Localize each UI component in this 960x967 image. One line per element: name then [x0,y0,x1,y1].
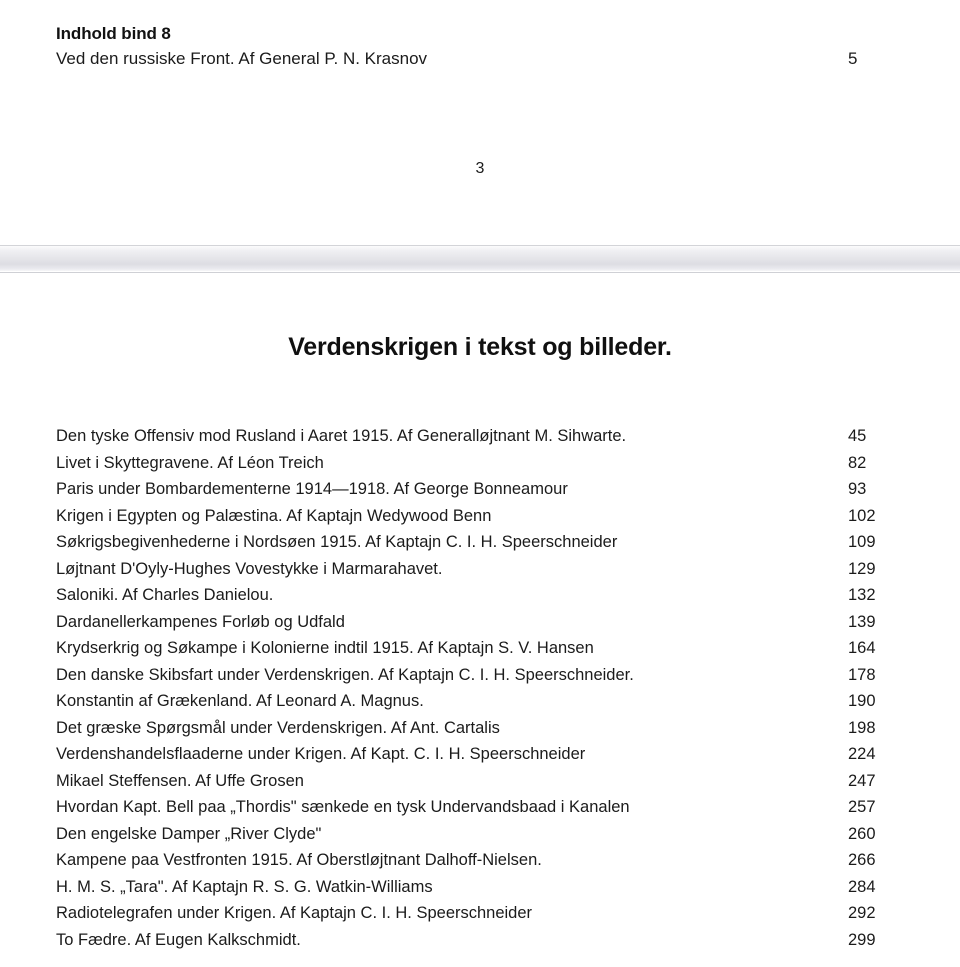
page-fragment-main [0,273,960,967]
toc-entry-title: Den danske Skibsfart under Verdenskrigen. Af Kaptajn C. I. H. Speerschneider. [56,665,634,684]
toc-entry-title: Den tyske Offensiv mod Rusland i Aaret 1915. Af Generalløjtnant M. Sihwarte. [56,427,627,445]
separator-gradient-band [0,246,960,271]
toc-entry-page-number: 266 [848,851,876,869]
toc-entry-page-number: 102 [848,506,876,525]
toc-entry-page-number: 164 [848,639,876,657]
toc-entry-row [56,874,926,901]
toc-entry-page-number: 93 [848,480,867,498]
toc-entry-row [56,794,926,821]
toc-entry-title: Det græske Spørgsmål under Verdenskrigen. Af Ant. Cartalis [56,718,500,737]
toc-entry-page-number: 190 [848,692,876,710]
toc-entry-title: Dardanellerkampenes Forløb og Udfald [56,612,345,631]
table-of-contents-list [56,423,926,953]
toc-entry-page-number: 139 [848,612,876,631]
toc-entry-row [56,715,926,742]
toc-entry-page-number: 129 [848,559,876,578]
toc-entry-page-number: 109 [848,533,876,551]
toc-entry-page-number: 292 [848,904,876,922]
toc-entry-row [56,688,926,715]
page-folio-number: 3 [475,160,485,177]
toc-entry-page-number: 132 [848,586,876,604]
toc-entry-row [56,529,926,556]
toc-entry-page-number: 178 [848,665,876,684]
toc-entry-row [56,503,926,530]
toc-entry-row [56,609,926,636]
toc-entry-page-number: 198 [848,718,876,737]
toc-entry-page-number: 299 [848,930,876,949]
toc-entry-title: Konstantin af Grækenland. Af Leonard A. Magnus. [56,692,424,710]
toc-entry-page-number: 247 [848,771,876,790]
section-heading: Verdenskrigen i tekst og billeder. [288,333,672,361]
toc-entry-page-number: 284 [848,877,876,896]
toc-entry-title: Kampene paa Vestfronten 1915. Af Oberstløjtnant Dalhoff-Nielsen. [56,851,542,869]
contents-entry-row [56,46,916,72]
toc-entry-page-number: 82 [848,453,867,472]
toc-entry-title: Livet i Skyttegravene. Af Léon Treich [56,453,324,472]
toc-entry-title: Den engelske Damper „River Clyde" [56,824,322,843]
toc-entry-row [56,847,926,874]
contents-header-block [56,21,916,72]
toc-entry-title: H. M. S. „Tara". Af Kaptajn R. S. G. Watkin-Williams [56,877,433,896]
toc-entry-page-number: 260 [848,824,876,843]
toc-entry-title: Paris under Bombardementerne 1914—1918. Af George Bonneamour [56,480,568,498]
contents-entry-page-number: 5 [848,49,858,68]
contents-heading: Indhold bind 8 [56,24,171,43]
toc-entry-title: Krydserkrig og Søkampe i Kolonierne indtil 1915. Af Kaptajn S. V. Hansen [56,639,594,657]
toc-entry-page-number: 45 [848,427,867,445]
toc-entry-row [56,582,926,609]
toc-entry-title: Radiotelegrafen under Krigen. Af Kaptajn C. I. H. Speerschneider [56,904,533,922]
page-fragment-top [0,0,960,245]
page-break-separator [0,245,960,273]
toc-entry-row [56,476,926,503]
toc-entry-row [56,821,926,848]
toc-entry-title: Saloniki. Af Charles Danielou. [56,586,274,604]
toc-entry-title: Søkrigsbegivenhederne i Nordsøen 1915. Af Kaptajn C. I. H. Speerschneider [56,533,618,551]
toc-entry-page-number: 224 [848,745,876,763]
toc-entry-row [56,450,926,477]
toc-entry-row [56,927,926,954]
toc-entry-title: Løjtnant D'Oyly-Hughes Vovestykke i Marmarahavet. [56,559,443,578]
toc-entry-row [56,423,926,450]
toc-entry-title: Mikael Steffensen. Af Uffe Grosen [56,771,304,790]
contents-entry-label: Ved den russiske Front. Af General P. N. Krasnov [56,49,428,68]
toc-entry-row [56,635,926,662]
toc-entry-title: Verdenshandelsflaaderne under Krigen. Af Kapt. C. I. H. Speerschneider [56,745,586,763]
toc-entry-page-number: 257 [848,798,876,816]
toc-entry-row [56,900,926,927]
toc-entry-title: To Fædre. Af Eugen Kalkschmidt. [56,930,301,949]
toc-entry-row [56,556,926,583]
toc-entry-row [56,662,926,689]
toc-entry-row [56,768,926,795]
toc-entry-title: Krigen i Egypten og Palæstina. Af Kaptajn Wedywood Benn [56,506,492,525]
toc-entry-title: Hvordan Kapt. Bell paa „Thordis" sænkede en tysk Undervandsbaad i Kanalen [56,798,630,816]
toc-entry-row [56,741,926,768]
